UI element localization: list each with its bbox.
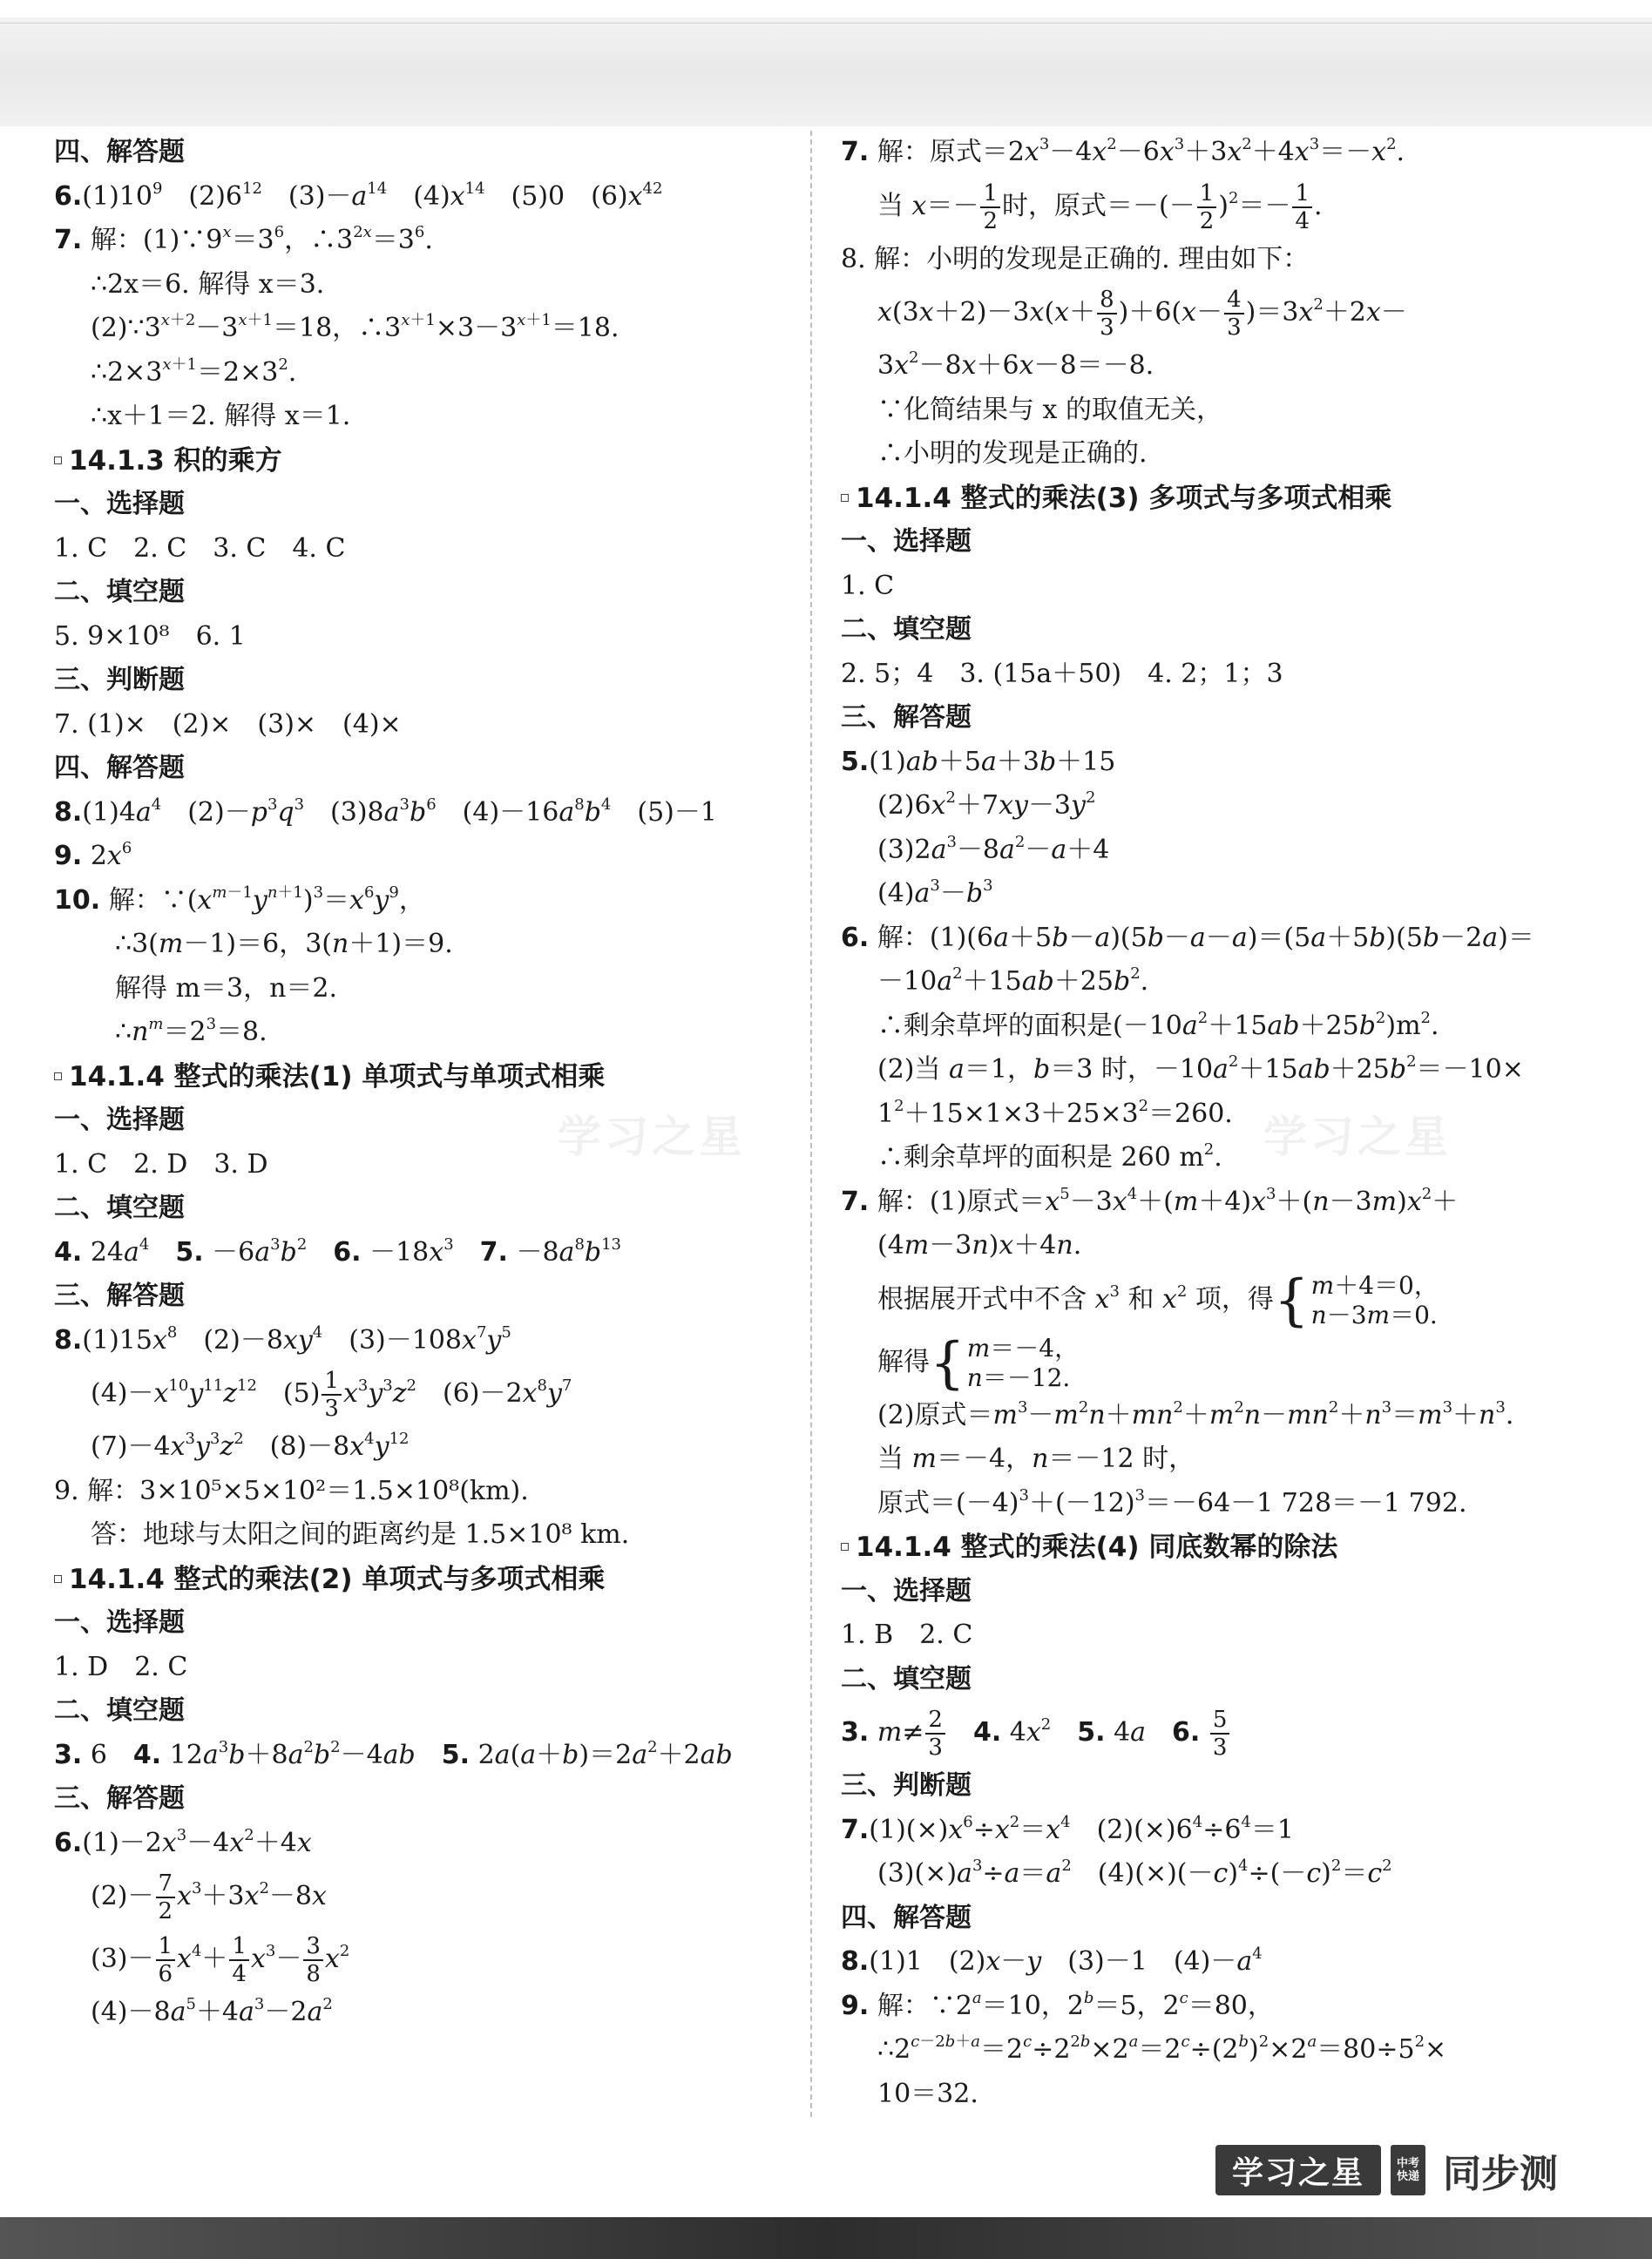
heading-solve-r1: 三、解答题: [841, 702, 972, 733]
answer-fill-3: 3. 6 4. $12a^3b+8a^2b^2-4ab$ 5. $2a(a+b)=2a^2+2ab$: [54, 1737, 733, 1770]
heading-choice-2: 一、选择题: [54, 1105, 185, 1135]
heading-solve-2: 四、解答题: [54, 753, 185, 783]
answer-6c: $6.(1)-2x^3-4x^2+4x$: [54, 1825, 312, 1858]
heading-choice-r1: 一、选择题: [841, 526, 972, 557]
answer-6r-3: ∴剩余草坪的面积是$(-10a^2+15ab+25b^2)m^2$.: [877, 1008, 1439, 1041]
section-14-1-4-4: 14.1.4 整式的乘法(4) 同底数幂的除法: [841, 1525, 1608, 1570]
answer-5r: 5.(1)ab＋5a＋3b＋15: [841, 746, 1116, 777]
footer-bar: [0, 2217, 1652, 2259]
answer-7r-eval: 当 x＝－ $\frac{1}{2}$ 时，原式＝－(－ $\frac{1}{2}$ )$^2$＝－ $\frac{1}{4}$ .: [877, 179, 1323, 234]
answer-7r2-4: 解得 { m＝－4， n＝－12.: [877, 1330, 1080, 1396]
answer-fill-1: 5. 9×10⁸ 6. 1: [54, 620, 246, 652]
top-header-band: [0, 17, 1652, 126]
brand-logo-sub: 同步测: [1443, 2152, 1558, 2196]
answer-choice-r1: 1. C: [841, 570, 895, 601]
answer-6c-3: (3)－ $\frac{1}{6}$ $x^4+$ $\frac{1}{4}$ $x^3-$ $\frac{3}{8}$ $x^2$: [91, 1933, 350, 1987]
answer-fill-r1: 2. 5；4 3. (15a＋50) 4. 2；1；3: [841, 658, 1283, 689]
heading-judge: 三、判断题: [54, 665, 185, 695]
answer-6r-4: (2)当 a＝1，b＝3 时，$-10a^2+15ab+25b^2=-10\times$: [877, 1052, 1524, 1085]
answer-8r: 8. 解：小明的发现是正确的. 理由如下：: [841, 243, 1310, 274]
watermark-left: 学习之星: [558, 1112, 746, 1162]
answer-7: 7. 解：$(1)\because 9^x=3^6$，$\therefore 3^{2x}=3^6$.: [54, 223, 433, 255]
answer-6r-2: $-10a^2+15ab+25b^2$.: [877, 964, 1149, 997]
answer-judge-r2-2: $(3)(\times)a^3\div a=a^2$ $(4)(\times)(-c)^4\div(-c)^2=c^2$: [877, 1857, 1392, 1889]
section-14-1-4-2: 14.1.4 整式的乘法(2) 单项式与多项式相乘: [54, 1558, 795, 1602]
heading-solve-4: 三、解答题: [54, 1783, 185, 1814]
answer-5r-3: $(3)2a^3-8a^2-a+4$: [877, 832, 1110, 865]
answer-7-step3: ∴x＋1＝2. 解得 x＝1.: [91, 401, 351, 431]
section-14-1-3: 14.1.3 积的乘方: [54, 439, 795, 484]
answer-7-step2: $\therefore 2\times 3^{x+1}=2\times 3^2$.: [91, 355, 297, 388]
answer-7-step: ∴2x＝6. 解得 x＝3.: [91, 268, 325, 300]
answer-8b-line3: $(7)-4x^3y^3z^2$ $(8)-8x^4y^{12}$: [91, 1430, 410, 1462]
heading-choice-3: 一、选择题: [54, 1607, 185, 1638]
answer-7r: 7. 解：原式$=2x^3-4x^2-6x^3+3x^2+4x^3=-x^2$.: [841, 135, 1405, 167]
answer-6r-6: ∴剩余草坪的面积是 260 $m^2$.: [877, 1140, 1222, 1173]
answer-7r2-5: (2)原式$=m^3-m^2n+mn^2+m^2n-mn^2+n^3=m^3+n^3$.: [877, 1397, 1514, 1430]
answer-10-result: $\therefore n^m=2^3=8$.: [115, 1015, 267, 1047]
answer-fill-2: 4. $24a^4$ 5. $-6a^3b^2$ 6. $-18x^3$ 7. $-8a^8b^{13}$: [54, 1234, 622, 1268]
answer-10-solve: 解得 m＝3，n＝2.: [115, 972, 338, 1004]
heading-solve-r2: 四、解答题: [841, 1902, 972, 1933]
heading-fill-2: 二、填空题: [54, 1193, 185, 1223]
heading-solve: 四、解答题: [54, 137, 185, 167]
answer-6r-5: $1^2+15\times 1\times 3+25\times 3^2=260$.: [877, 1096, 1233, 1129]
answer-judge-1: 7. (1)× (2)× (3)× (4)×: [54, 708, 402, 740]
column-divider: [810, 131, 812, 2117]
answer-8r2: 8.(1)1 (2)x－y (3)－1 $(4)-a^4$: [841, 1944, 1263, 1977]
answer-9r2-2: $\therefore 2^{c-2b+a}=2^c\div 2^{2b}\times 2^a=2^c\div(2^b)^2\times 2^a=80\div 5^2\times$: [877, 2032, 1447, 2065]
answer-choice-r2: 1. B 2. C: [841, 1620, 973, 1650]
answer-6c-4: $(4)-8a^5+4a^3-2a^2$: [91, 1995, 333, 2027]
answer-9r2-3: 10＝32.: [877, 2078, 978, 2109]
answer-8r-reason: ∵化简结果与 x 的取值无关，: [877, 394, 1222, 425]
answer-7r2-7: 原式$=(-4)^3+(-12)^3=-64-1$ 728＝－1 792.: [877, 1485, 1467, 1518]
answer-7r2-6: 当 m＝－4，n＝－12 时，: [877, 1444, 1195, 1474]
answer-9b-answer: 答：地球与太阳之间的距离约是 1.5×10⁸ km.: [91, 1519, 630, 1550]
answer-10-step: ∴3(m－1)＝6，3(n＋1)＝9.: [115, 929, 453, 959]
answer-7r2: 7. 解：(1)原式$=x^5-3x^4+(m+4)x^3+(n-3m)x^2+$: [841, 1184, 1459, 1217]
heading-judge-r2: 三、判断题: [841, 1770, 972, 1801]
answer-8r-expr2: $3x^2-8x+6x-8=-8$.: [877, 348, 1154, 381]
answer-8b-line2: $(4)-x^{10}y^{11}z^{12}$ (5) $\frac{1}{3}$ $x^3y^3z^2$ $(6)-2x^8y^7$: [91, 1368, 572, 1422]
answer-8b: $8.(1)15x^8$ $(2)-8xy^4$ $(3)-108x^7y^5$: [54, 1322, 511, 1356]
heading-fill-3: 二、填空题: [54, 1695, 185, 1726]
brand-logo-badge: 中考 快递: [1391, 2145, 1425, 2195]
answer-7r2-3: 根据展开式中不含 $x^3$ 和 $x^2$ 项，得 { m＋4＝0， n－3m＝0.: [877, 1268, 1439, 1333]
answer-5r-4: $(4)a^3-b^3$: [877, 876, 993, 909]
answer-choice-3: 1. D 2. C: [54, 1651, 188, 1682]
answer-10: 10. 解：$\because(x^{m-1}y^{n+1})^3=x^6y^9$，: [54, 883, 425, 916]
answer-6r: 6. 解：(1)(6a＋5b－a)(5b－a－a)＝(5a＋5b)(5b－2a)＝: [841, 922, 1534, 953]
answer-6: $6.(1)10^9$ $(2)6^{12}$ $(3)-a^{14}$ $(4)x^{14}$ (5)0 $(6)x^{42}$: [54, 179, 663, 212]
left-column: [54, 131, 795, 2035]
answer-choice-1: 1. C 2. C 3. C 4. C: [54, 532, 346, 564]
section-14-1-4-1: 14.1.4 整式的乘法(1) 单项式与单项式相乘: [54, 1055, 795, 1099]
answer-9b: 9. 解：3×10⁵×5×10²＝1.5×10⁸(km).: [54, 1475, 529, 1506]
right-column: [841, 131, 1608, 2116]
heading-fill: 二、填空题: [54, 577, 185, 607]
answer-7-part2: $(2)\because 3^{x+2}-3^{x+1}=18$，$\therefore 3^{x+1}\times 3-3^{x+1}=18$.: [91, 311, 620, 343]
heading-choice-r2: 一、选择题: [841, 1575, 972, 1606]
heading-fill-r2: 二、填空题: [841, 1663, 972, 1694]
section-14-1-4-3: 14.1.4 整式的乘法(3) 多项式与多项式相乘: [841, 477, 1608, 521]
answer-8r-conclude: ∴小明的发现是正确的.: [877, 438, 1148, 469]
answer-fill-r2: 3. m≠ $\frac{2}{3}$ 4. $4x^2$ 5. 4a 6. $\frac{5}{3}$: [841, 1701, 1608, 1764]
answer-6c-2: (2)－ $\frac{7}{2}$ $x^3+3x^2-8x$: [91, 1870, 327, 1924]
heading-solve-3: 三、解答题: [54, 1281, 185, 1311]
brand-logo-main: 学习之星: [1215, 2145, 1381, 2195]
answer-choice-2: 1. C 2. D 3. D: [54, 1148, 268, 1180]
heading-choice: 一、选择题: [54, 489, 185, 519]
heading-fill-r1: 二、填空题: [841, 614, 972, 645]
answer-7r2-2: (4m－3n)x＋4n.: [877, 1230, 1082, 1261]
top-rule: [0, 23, 1652, 24]
answer-9: 9. $2x^6$: [54, 839, 132, 871]
watermark-right: 学习之星: [1263, 1112, 1452, 1162]
answer-8r-expr: x(3x＋2)－3x(x＋ $\frac{8}{3}$ )＋6(x－ $\frac{4}{3}$ )$=3x^2+2x-$: [877, 287, 1407, 341]
answer-5r-2: $(2)6x^2+7xy-3y^2$: [877, 788, 1096, 821]
answer-9r2: 9. 解：$\because 2^a=10$，$2^b=5$，$2^c=80$，: [841, 1988, 1274, 2021]
answer-judge-r2: $7.(1)(\times)x^6\div x^2=x^4$ $(2)(\times)6^4\div 6^4=1$: [841, 1812, 1294, 1845]
answer-8: $8.(1)4a^4$ $(2)-p^3q^3$ $(3)8a^3b^6$ $(4)-16a^8b^4$ (5)－1: [54, 795, 717, 828]
